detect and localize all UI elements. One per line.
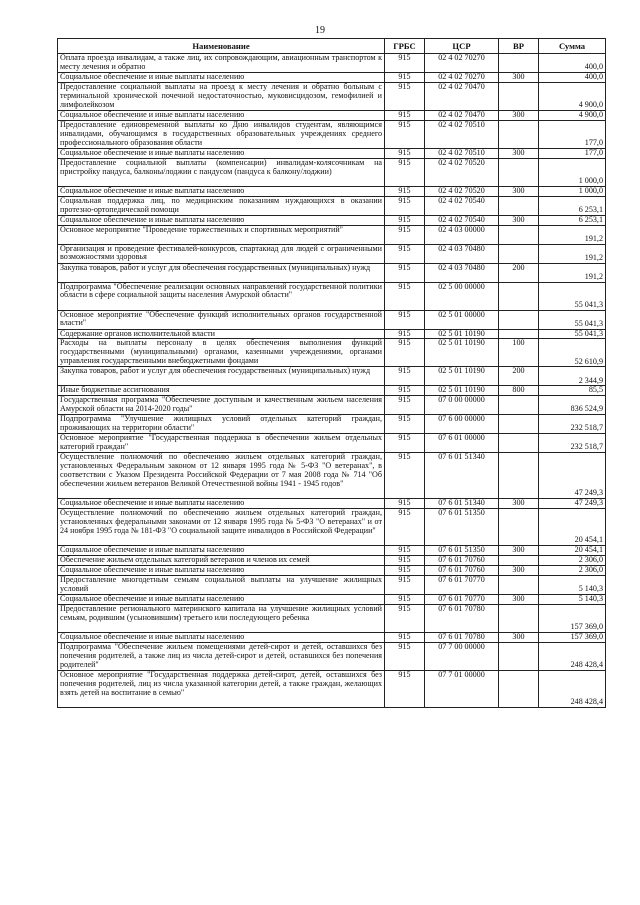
row-name: Социальное обеспечение и иные выплаты населению [58,110,385,120]
row-sum: 6 253,1 [539,215,606,225]
row-csr: 07 6 01 51340 [425,453,499,499]
row-sum: 836 524,9 [539,396,606,415]
row-grbs: 915 [385,415,425,434]
row-csr: 07 6 01 51340 [425,499,499,509]
row-vr [499,225,539,244]
row-vr [499,82,539,110]
row-name: Закупка товаров, работ и услуг для обеспечения государственных (муниципальных) нужд [58,367,385,386]
row-grbs: 915 [385,546,425,556]
row-grbs: 915 [385,499,425,509]
row-vr [499,54,539,73]
row-name: Социальное обеспечение и иные выплаты населению [58,632,385,642]
row-vr [499,453,539,499]
row-vr [499,642,539,670]
row-grbs: 915 [385,282,425,310]
table-row [58,367,606,386]
row-sum: 232 518,7 [539,415,606,434]
row-csr: 07 6 00 00000 [425,415,499,434]
row-name: Основное мероприятие "Проведение торжественных и спортивных мероприятий" [58,225,385,244]
row-grbs: 915 [385,263,425,282]
row-vr [499,120,539,148]
table-row [58,244,606,263]
row-csr: 07 6 01 51350 [425,509,499,546]
row-sum: 52 610,9 [539,339,606,367]
row-vr [499,158,539,186]
row-sum: 2 344,9 [539,367,606,386]
table-row [58,215,606,225]
row-name: Основное мероприятие "Государственная поддержка детей-сирот, детей, оставшихся без попечения родителей, лиц из числа указанной категории детей, а также граждан, желающих взять детей на воспитание в семью" [58,670,385,707]
row-csr: 07 6 01 70780 [425,604,499,632]
row-csr: 02 4 02 70520 [425,158,499,186]
row-vr [499,670,539,707]
row-csr: 02 4 02 70270 [425,54,499,73]
row-grbs: 915 [385,575,425,594]
row-grbs: 915 [385,120,425,148]
row-sum: 232 518,7 [539,434,606,453]
row-csr: 07 0 00 00000 [425,396,499,415]
table-row [58,434,606,453]
row-csr: 02 4 02 70540 [425,196,499,215]
row-vr: 300 [499,632,539,642]
row-grbs: 915 [385,632,425,642]
row-csr: 07 6 01 70770 [425,575,499,594]
row-sum: 157 369,0 [539,604,606,632]
row-vr: 300 [499,73,539,83]
row-sum: 55 041,3 [539,310,606,329]
table-row [58,329,606,339]
row-sum: 177,0 [539,120,606,148]
table-header-row [58,39,606,54]
row-grbs: 915 [385,82,425,110]
row-vr [499,604,539,632]
row-csr: 07 7 01 00000 [425,670,499,707]
table-body [58,54,606,708]
row-grbs: 915 [385,148,425,158]
row-grbs: 915 [385,339,425,367]
row-name: Предоставление социальной выплаты (компенсации) инвалидам-колясочникам на пристройку пандуса, балконы/лоджии с пандусом (пандуса к балкону/лоджии) [58,158,385,186]
row-grbs: 915 [385,186,425,196]
row-vr [499,329,539,339]
row-csr: 02 5 01 10190 [425,367,499,386]
row-sum: 400,0 [539,54,606,73]
row-vr: 100 [499,339,539,367]
row-name: Социальное обеспечение и иные выплаты населению [58,215,385,225]
row-csr: 02 4 02 70470 [425,110,499,120]
row-grbs: 915 [385,396,425,415]
row-sum: 177,0 [539,148,606,158]
row-csr: 07 6 01 70770 [425,594,499,604]
row-grbs: 915 [385,244,425,263]
row-vr: 300 [499,186,539,196]
row-sum: 157 369,0 [539,632,606,642]
row-csr: 02 5 00 00000 [425,282,499,310]
row-name: Закупка товаров, работ и услуг для обеспечения государственных (муниципальных) нужд [58,263,385,282]
table-row [58,546,606,556]
table-row [58,54,606,73]
row-sum: 55 041,3 [539,329,606,339]
row-grbs: 915 [385,110,425,120]
table-row [58,82,606,110]
row-vr [499,282,539,310]
row-vr [499,396,539,415]
row-sum: 6 253,1 [539,196,606,215]
table-row [58,575,606,594]
row-vr [499,196,539,215]
row-sum: 4 900,0 [539,110,606,120]
row-grbs: 915 [385,329,425,339]
row-vr: 200 [499,367,539,386]
row-csr: 02 4 03 70480 [425,263,499,282]
header-sum: Сумма [539,39,606,54]
row-name: Социальное обеспечение и иные выплаты населению [58,594,385,604]
row-name: Осуществление полномочий по обеспечению жильем отдельных категорий граждан, установленных Федеральным законом от 12 января 1995 года № 5-ФЗ "О ветеранах", в соответствии с Указом Президента Российской Федерации от 7 мая 2008 года № 714 "Об обеспечении жильем ветеранов Великой Отечественной войны 1941 - 1945 годов" [58,453,385,499]
header-csr: ЦСР [425,39,499,54]
row-sum: 248 428,4 [539,642,606,670]
row-csr: 02 4 03 70480 [425,244,499,263]
row-sum: 2 306,0 [539,566,606,576]
row-vr [499,415,539,434]
row-name: Социальная поддержка лиц, по медицинским показаниям нуждающихся в оказании протезно-ортопедической помощи [58,196,385,215]
row-csr: 07 6 01 00000 [425,434,499,453]
row-sum: 47 249,3 [539,499,606,509]
table-row [58,158,606,186]
table-row [58,386,606,396]
table-row [58,604,606,632]
row-sum: 191,2 [539,244,606,263]
row-name: Предоставление единовременной выплаты ко Дню инвалидов студентам, являющимся инвалидами, обучающимся в государственных образовательных учреждениях среднего профессионального образования области [58,120,385,148]
header-name: Наименование [58,39,385,54]
row-name: Оплата проезда инвалидам, а также лиц, их сопровождающим, авиационным транспортом к месту лечения и обратно [58,54,385,73]
table-row [58,148,606,158]
table-row [58,670,606,707]
row-vr [499,575,539,594]
table-row [58,110,606,120]
row-vr: 300 [499,110,539,120]
row-csr: 02 4 03 00000 [425,225,499,244]
row-grbs: 915 [385,225,425,244]
row-name: Социальное обеспечение и иные выплаты населению [58,546,385,556]
table-row [58,396,606,415]
row-sum: 2 306,0 [539,556,606,566]
row-csr: 07 6 01 70760 [425,556,499,566]
row-vr: 300 [499,566,539,576]
row-sum: 191,2 [539,263,606,282]
row-csr: 02 4 02 70270 [425,73,499,83]
table-row [58,453,606,499]
table-row [58,73,606,83]
row-name: Предоставление многодетным семьям социальной выплаты на улучшение жилищных условий [58,575,385,594]
row-name: Основное мероприятие "Государственная поддержка в обеспечении жильем отдельных категорий граждан" [58,434,385,453]
row-vr: 200 [499,263,539,282]
table-row [58,263,606,282]
row-name: Предоставление регионального материнского капитала на улучшение жилищных условий семьям, родившим (усыновившим) третьего или последующего ребенка [58,604,385,632]
row-name: Социальное обеспечение и иные выплаты населению [58,566,385,576]
row-csr: 07 7 00 00000 [425,642,499,670]
row-name: Основное мероприятие "Обеспечение функций исполнительных органов государственной власти" [58,310,385,329]
row-grbs: 915 [385,158,425,186]
row-sum: 55 041,3 [539,282,606,310]
row-grbs: 915 [385,642,425,670]
row-vr [499,244,539,263]
row-name: Иные бюджетные ассигнования [58,386,385,396]
row-csr: 02 4 02 70520 [425,186,499,196]
row-grbs: 915 [385,594,425,604]
row-sum: 4 900,0 [539,82,606,110]
row-csr: 07 6 01 51350 [425,546,499,556]
table-row [58,186,606,196]
row-grbs: 915 [385,215,425,225]
row-name: Подпрограмма "Улучшение жилищных условий отдельных категорий граждан, проживающих на территории области" [58,415,385,434]
row-sum: 5 140,3 [539,594,606,604]
row-name: Осуществление полномочий по обеспечению жильем отдельных категорий граждан, установленных федеральными законами от 12 января 1995 года № 5-ФЗ "О ветеранах" и от 24 ноября 1995 года № 181-ФЗ "О социальной защите инвалидов в Российской Федерации" [58,509,385,546]
row-vr: 800 [499,386,539,396]
table-row [58,566,606,576]
row-vr [499,310,539,329]
row-grbs: 915 [385,367,425,386]
row-grbs: 915 [385,73,425,83]
row-grbs: 915 [385,386,425,396]
row-vr: 300 [499,499,539,509]
row-sum: 1 000,0 [539,186,606,196]
row-sum: 20 454,1 [539,509,606,546]
row-grbs: 915 [385,453,425,499]
row-name: Социальное обеспечение и иные выплаты населению [58,186,385,196]
row-grbs: 915 [385,54,425,73]
row-name: Организация и проведение фестивалей-конкурсов, спартакиад для людей с ограниченными возможностями здоровья [58,244,385,263]
row-sum: 47 249,3 [539,453,606,499]
row-name: Социальное обеспечение и иные выплаты населению [58,73,385,83]
row-name: Обеспечение жильем отдельных категорий ветеранов и членов их семей [58,556,385,566]
table-row [58,642,606,670]
row-name: Предоставление социальной выплаты на проезд к месту лечения и обратно больным с терминальной хронической почечной недостаточностью, муковисцидозом, гемофилией и лимфолейкозом [58,82,385,110]
row-csr: 02 4 02 70510 [425,148,499,158]
row-csr: 02 5 01 10190 [425,329,499,339]
budget-table [57,38,606,708]
row-name: Государственная программа "Обеспечение доступным и качественным жильем населения Амурской области на 2014-2020 годы" [58,396,385,415]
row-name: Подпрограмма "Обеспечение реализации основных направлений государственной политики области в сфере социальной защиты населения Амурской области" [58,282,385,310]
row-grbs: 915 [385,310,425,329]
table-row [58,509,606,546]
row-vr [499,509,539,546]
header-vr: ВР [499,39,539,54]
row-csr: 02 4 02 70510 [425,120,499,148]
row-sum: 1 000,0 [539,158,606,186]
row-csr: 02 5 01 10190 [425,386,499,396]
table-row [58,225,606,244]
header-grbs: ГРБС [385,39,425,54]
row-csr: 07 6 01 70780 [425,632,499,642]
row-sum: 20 454,1 [539,546,606,556]
row-csr: 02 4 02 70540 [425,215,499,225]
table-row [58,282,606,310]
row-csr: 02 4 02 70470 [425,82,499,110]
table-row [58,196,606,215]
table-row [58,339,606,367]
row-sum: 248 428,4 [539,670,606,707]
row-sum: 85,5 [539,386,606,396]
row-grbs: 915 [385,604,425,632]
row-vr [499,434,539,453]
table-row [58,594,606,604]
table-row [58,120,606,148]
row-sum: 191,2 [539,225,606,244]
row-grbs: 915 [385,566,425,576]
row-name: Подпрограмма "Обеспечение жильем помещениями детей-сирот и детей, оставшихся без попечения родителей, а также лиц из числа детей-сирот и детей, оставшихся без попечения родителей" [58,642,385,670]
row-name: Расходы на выплаты персоналу в целях обеспечения выполнения функций государственными (муниципальными) органами, казенными учреждениями, органами управления государственными внебюджетными фондами [58,339,385,367]
row-csr: 07 6 01 70760 [425,566,499,576]
row-grbs: 915 [385,509,425,546]
row-grbs: 915 [385,196,425,215]
row-csr: 02 5 01 00000 [425,310,499,329]
table-row [58,632,606,642]
row-name: Содержание органов исполнительной власти [58,329,385,339]
row-vr: 300 [499,594,539,604]
table-row [58,499,606,509]
table-row [58,310,606,329]
row-sum: 400,0 [539,73,606,83]
row-grbs: 915 [385,556,425,566]
row-name: Социальное обеспечение и иные выплаты населению [58,148,385,158]
table-row [58,556,606,566]
row-grbs: 915 [385,670,425,707]
row-sum: 5 140,3 [539,575,606,594]
row-vr: 300 [499,546,539,556]
row-csr: 02 5 01 10190 [425,339,499,367]
row-vr [499,556,539,566]
row-vr: 300 [499,148,539,158]
table-row [58,415,606,434]
page-number: 19 [315,25,325,36]
row-grbs: 915 [385,434,425,453]
row-name: Социальное обеспечение и иные выплаты населению [58,499,385,509]
row-vr: 300 [499,215,539,225]
